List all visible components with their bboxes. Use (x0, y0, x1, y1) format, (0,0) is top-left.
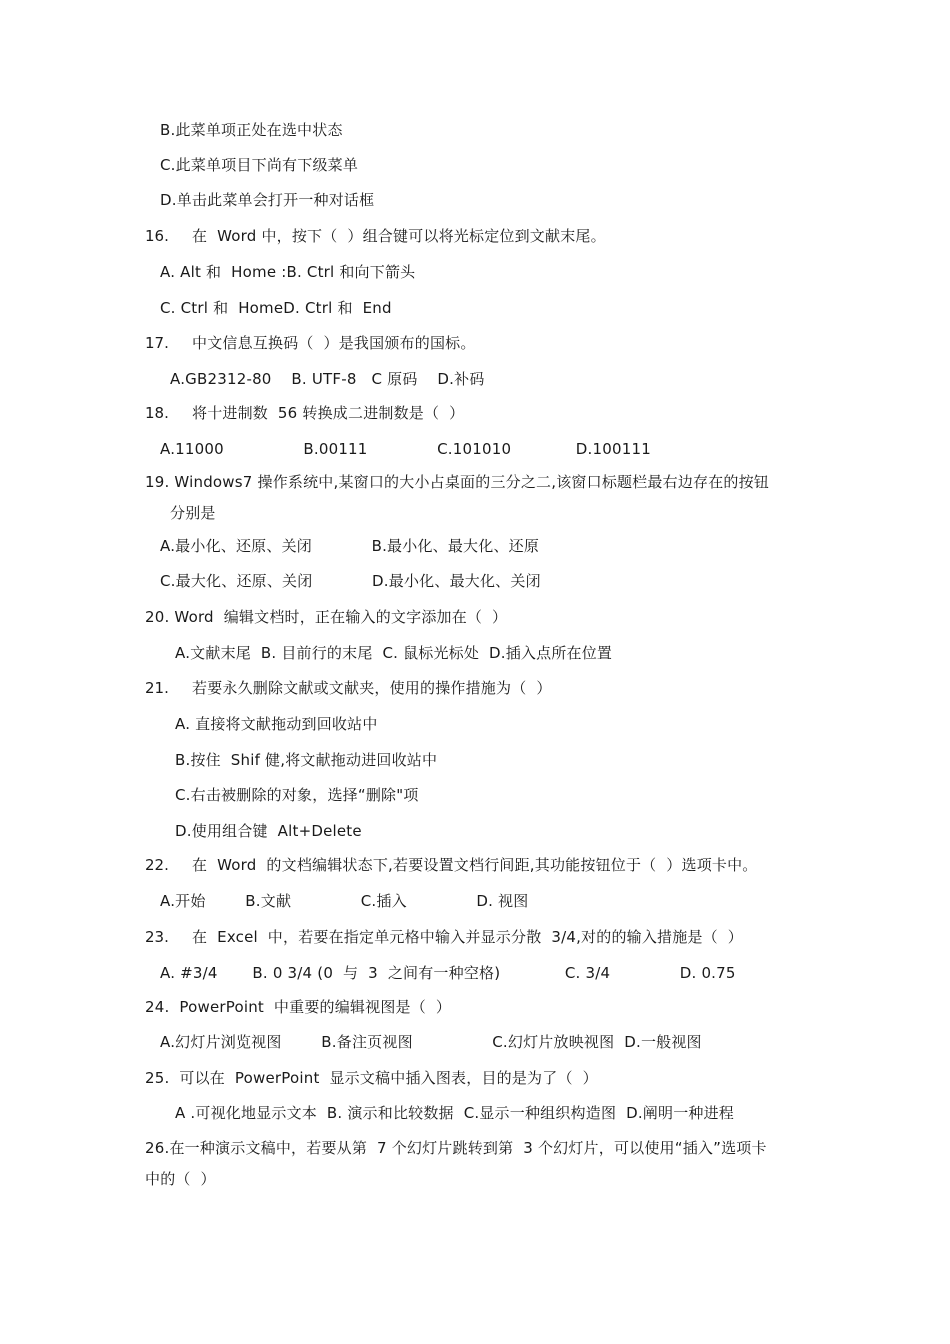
question-number: 17. (145, 334, 169, 352)
question-number: 18. (145, 404, 169, 422)
option-line: A.最小化、还原、关闭 B.最小化、最大化、还原 (160, 537, 540, 555)
option-line: A. Alt 和 Home :B. Ctrl 和向下箭头 (160, 263, 416, 281)
question-text: 将十进制数 56 转换成二进制数是（ ） (192, 404, 465, 422)
question-text: 若要永久删除文献或文献夹，使用的操作措施为（ ） (192, 679, 552, 697)
question-text: 在 Word 中，按下（ ）组合键可以将光标定位到文献末尾。 (192, 227, 606, 245)
option-line: C.最大化、还原、关闭 D.最小化、最大化、关闭 (160, 572, 541, 590)
option-line: A.11000 B.00111 C.101010 D.100111 (160, 440, 651, 458)
option-line: A.开始 B.文献 C.插入 D. 视图 (160, 892, 529, 910)
option-line: C.此菜单项目下尚有下级菜单 (160, 156, 359, 174)
question-number: 22. (145, 856, 169, 874)
option-line: B.按住 Shif 健,将文献拖动进回收站中 (175, 751, 438, 769)
question-number: 23. (145, 928, 169, 946)
question-text: 20. Word 编辑文档时，正在输入的文字添加在（ ） (145, 608, 508, 626)
question-number: 21. (145, 679, 169, 697)
question-text: 26.在一种演示文稿中，若要从第 7 个幻灯片跳转到第 3 个幻灯片，可以使用“插入”选项卡 (145, 1139, 767, 1157)
question-text: 24. PowerPoint 中重要的编辑视图是（ ） (145, 998, 452, 1016)
question-text: 25. 可以在 PowerPoint 显示文稿中插入图表，目的是为了（ ） (145, 1069, 598, 1087)
question-number: 16. (145, 227, 169, 245)
option-line: C. Ctrl 和 HomeD. Ctrl 和 End (160, 299, 392, 317)
option-line: A .可视化地显示文本 B. 演示和比较数据 C.显示一种组织构造图 D.阐明一种进程 (175, 1104, 734, 1122)
question-text-continued: 分别是 (170, 504, 216, 522)
option-line: A.幻灯片浏览视图 B.备注页视图 C.幻灯片放映视图 D.一般视图 (160, 1033, 702, 1051)
question-text: 19. Windows7 操作系统中,某窗口的大小占桌面的三分之二,该窗口标题栏最右边存在的按钮 (145, 473, 770, 491)
option-line: A. 直接将文献拖动到回收站中 (175, 715, 378, 733)
option-line: C.右击被删除的对象，选择“删除"项 (175, 786, 419, 804)
question-text: 中文信息互换码（ ）是我国颁布的国标。 (192, 334, 476, 352)
option-line: A. #3/4 B. 0 3/4 (0 与 3 之间有一种空格) C. 3/4 D. 0.75 (160, 964, 736, 982)
option-line: D.使用组合键 Alt+Delete (175, 822, 362, 840)
question-text: 在 Word 的文档编辑状态下,若要设置文档行间距,其功能按钮位于（ ）选项卡中。 (192, 856, 758, 874)
question-text-continued: 中的（ ） (145, 1170, 216, 1188)
option-line: D.单击此菜单会打开一种对话框 (160, 191, 375, 209)
question-text: 在 Excel 中，若要在指定单元格中输入并显示分散 3/4,对的的输入措施是（ ） (192, 928, 743, 946)
option-line: A.GB2312-80 B. UTF-8 C 原码 D.补码 (170, 370, 485, 388)
option-line: B.此菜单项正处在选中状态 (160, 121, 343, 139)
option-line: A.文献末尾 B. 目前行的末尾 C. 鼠标光标处 D.插入点所在位置 (175, 644, 613, 662)
